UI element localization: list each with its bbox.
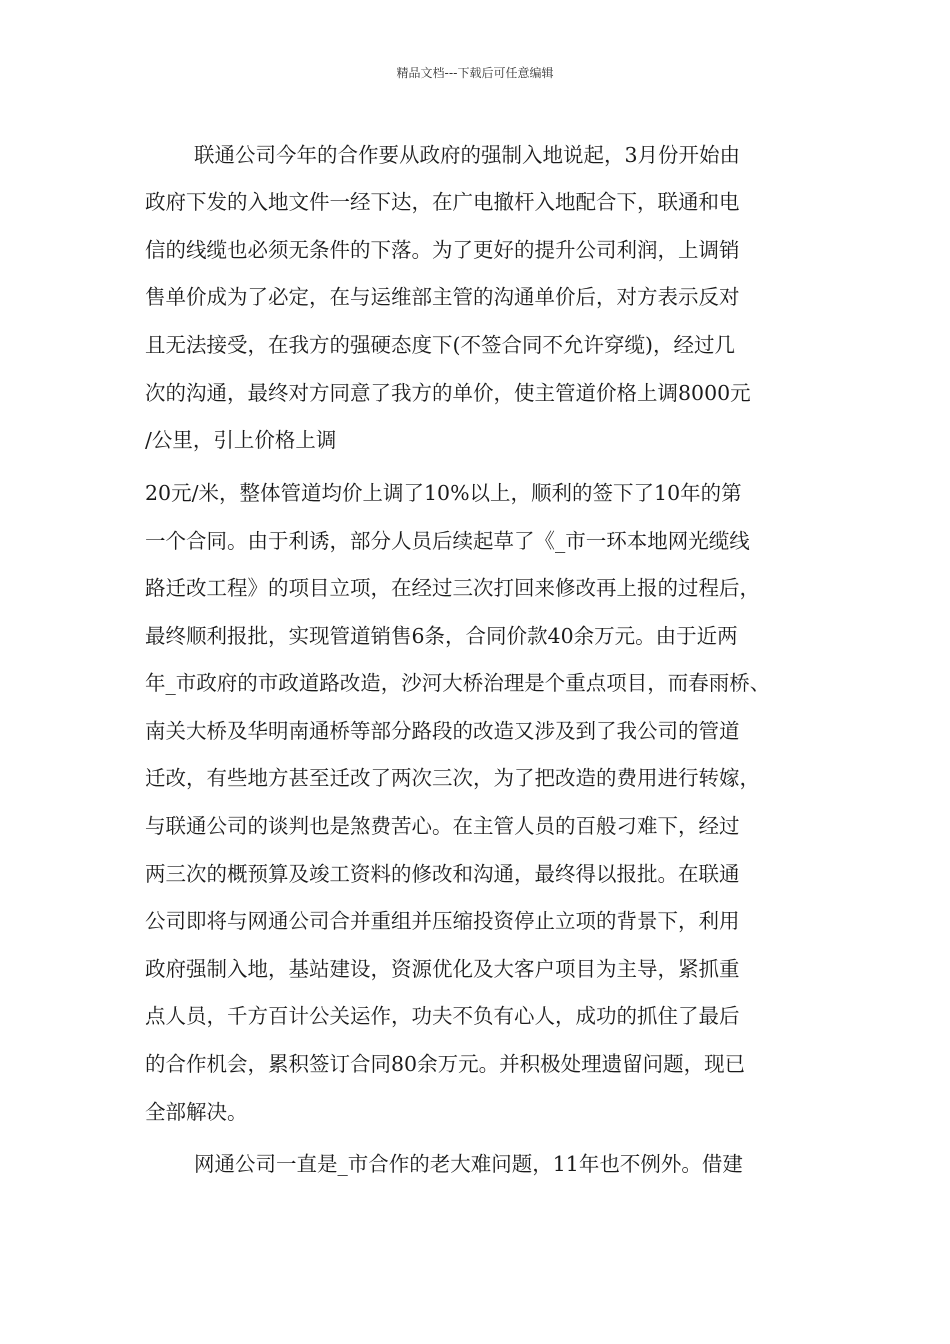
text-line: 网通公司一直是_市合作的老大难问题，11年也不例外。借建: [194, 1152, 743, 1176]
text-line: 与联通公司的谈判也是煞费苦心。在主管人员的百般刁难下，经过: [145, 814, 740, 838]
text-line: 公司即将与网通公司合并重组并压缩投资停止立项的背景下，利用: [145, 909, 740, 933]
text-line: 20元/米，整体管道均价上调了10%以上，顺利的签下了10年的第: [145, 481, 742, 505]
text-line: 迁改，有些地方甚至迁改了两次三次，为了把改造的费用进行转嫁，: [145, 766, 760, 790]
text-line: 次的沟通，最终对方同意了我方的单价，使主管道价格上调8000元: [145, 381, 751, 405]
text-line: 路迁改工程》的项目立项，在经过三次打回来修改再上报的过程后，: [145, 576, 760, 600]
text-line: 信的线缆也必须无条件的下落。为了更好的提升公司利润，上调销: [145, 238, 740, 262]
text-line: 的合作机会，累积签订合同80余万元。并积极处理遗留问题，现已: [145, 1052, 746, 1076]
text-line: 最终顺利报批，实现管道销售6条，合同价款40余万元。由于近两: [145, 624, 738, 648]
page-header: 精品文档---下载后可任意编辑: [396, 66, 554, 80]
text-line: 政府强制入地，基站建设，资源优化及大客户项目为主导，紧抓重: [145, 957, 740, 981]
text-line: 售单价成为了必定，在与运维部主管的沟通单价后，对方表示反对: [145, 285, 740, 309]
text-line: 南关大桥及华明南通桥等部分路段的改造又涉及到了我公司的管道: [145, 719, 740, 743]
text-line: 一个合同。由于利诱，部分人员后续起草了《_市一环本地网光缆线: [145, 529, 750, 553]
text-line: 政府下发的入地文件一经下达，在广电撤杆入地配合下，联通和电: [145, 190, 740, 214]
text-line: 点人员，千方百计公关运作，功夫不负有心人，成功的抓住了最后: [145, 1004, 740, 1028]
text-line: 两三次的概预算及竣工资料的修改和沟通，最终得以报批。在联通: [145, 862, 740, 886]
text-line: 年_市政府的市政道路改造，沙河大桥治理是个重点项目，而春雨桥、: [145, 671, 771, 695]
text-line: 联通公司今年的合作要从政府的强制入地说起，3月份开始由: [194, 143, 741, 167]
text-line: 全部解决。: [145, 1100, 248, 1124]
text-line: /公里，引上价格上调: [145, 428, 337, 452]
text-line: 且无法接受，在我方的强硬态度下(不签合同不允许穿缆)，经过几: [145, 333, 735, 357]
